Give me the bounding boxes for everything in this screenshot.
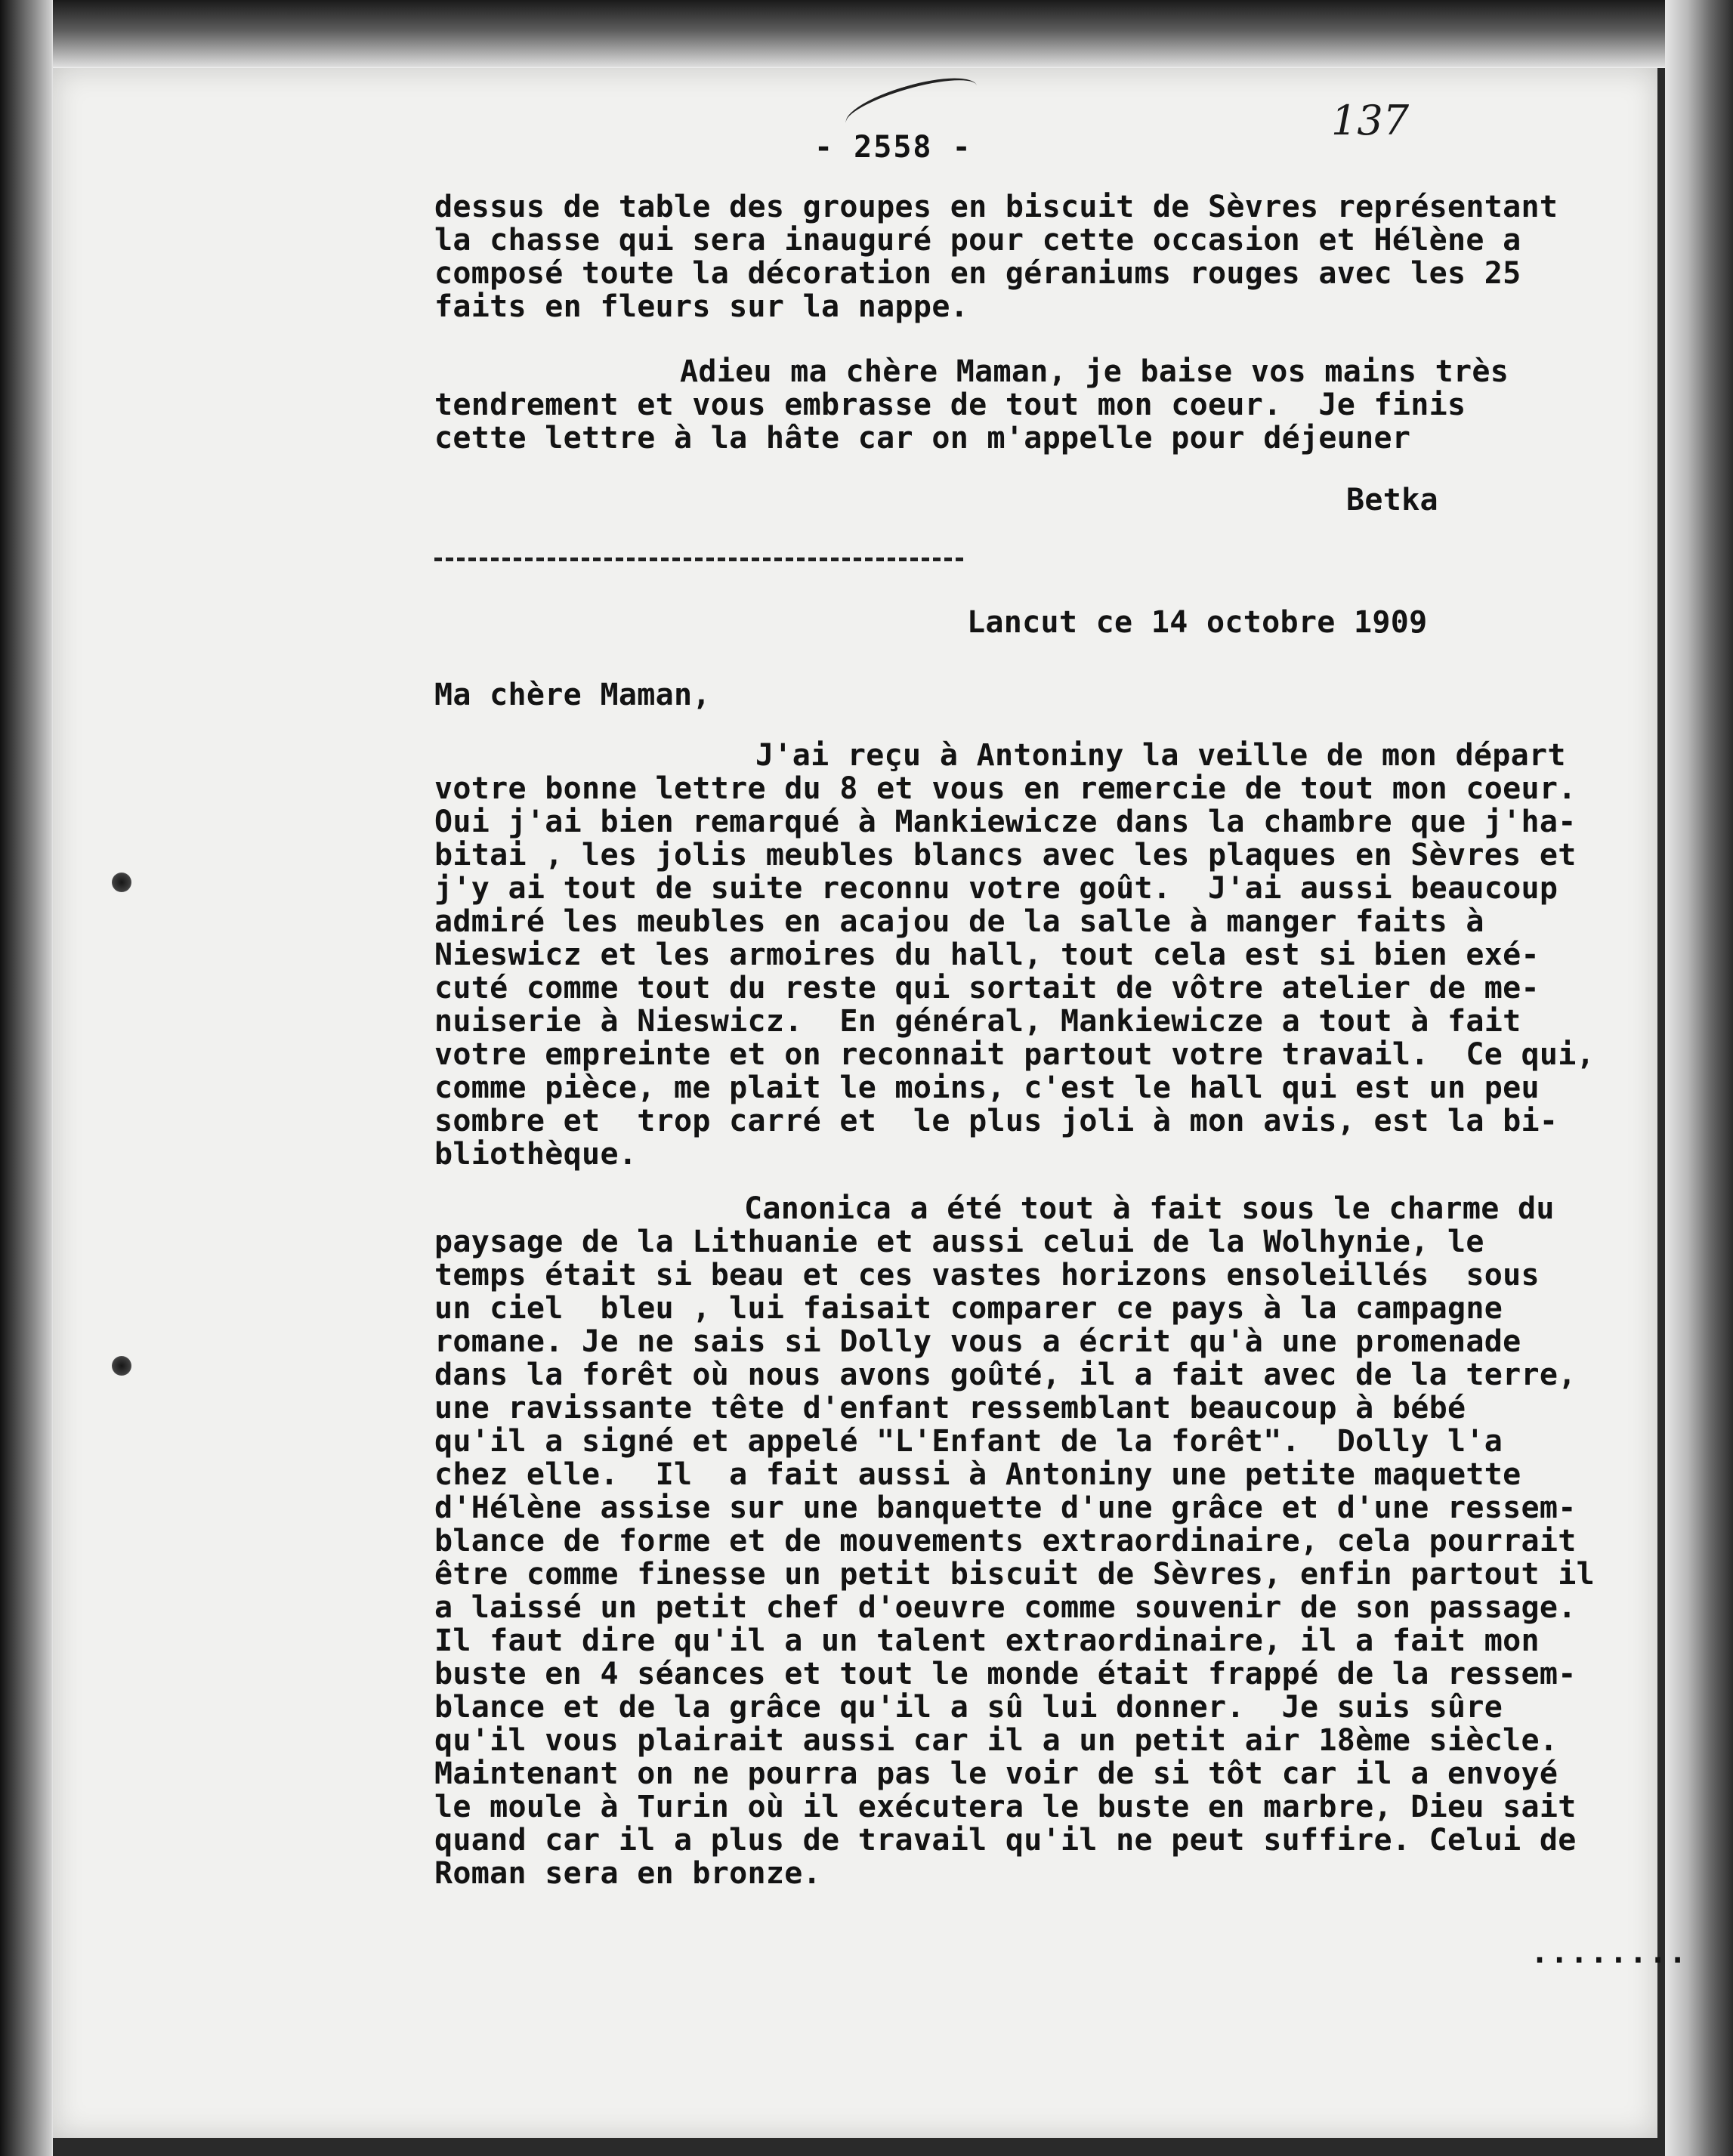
paragraph-4-line: Canonica a été tout à fait sous le charme du: [744, 1191, 1555, 1226]
signature: Betka: [1346, 483, 1438, 517]
folio-number: 137: [1331, 97, 1410, 144]
salutation: Ma chère Maman,: [434, 678, 711, 712]
page-number: - 2558 -: [814, 130, 972, 165]
paragraph-3-line: J'ai reçu à Antoniny la veille de mon départ: [755, 738, 1566, 773]
paragraph-2-line: Adieu ma chère Maman, je baise vos mains très: [680, 354, 1509, 389]
paragraph-3-line: j'y ai tout de suite reconnu votre goût. J'ai aussi beaucoup: [434, 871, 1558, 906]
paragraph-3-line: Nieswicz et les armoires du hall, tout cela est si bien exé-: [434, 937, 1540, 972]
scan-border-right: [1665, 0, 1733, 2156]
punch-hole-lower: [112, 1356, 131, 1376]
paragraph-3-line: admiré les meubles en acajou de la salle à manger faits à: [434, 904, 1484, 939]
scan-border-left: [0, 0, 53, 2156]
paragraph-3-line: bitai , les jolis meubles blancs avec les plaques en Sèvres et: [434, 838, 1577, 873]
paragraph-4-line: être comme finesse un petit biscuit de Sèvres, enfin partout il: [434, 1557, 1596, 1592]
paragraph-4-line: blance et de la grâce qu'il a sû lui donner. Je suis sûre: [434, 1690, 1503, 1725]
paragraph-4-line: le moule à Turin où il exécutera le buste en marbre, Dieu sait: [434, 1790, 1577, 1824]
paragraph-4-line: qu'il a signé et appelé "L'Enfant de la forêt". Dolly l'a: [434, 1424, 1503, 1459]
paragraph-4-line: a laissé un petit chef d'oeuvre comme souvenir de son passage.: [434, 1590, 1577, 1625]
paragraph-2-line: tendrement et vous embrasse de tout mon coeur. Je finis: [434, 388, 1466, 422]
paragraph-4-line: une ravissante tête d'enfant ressemblant beaucoup à bébé: [434, 1391, 1466, 1425]
paragraph-4-line: d'Hélène assise sur une banquette d'une grâce et d'une ressem-: [434, 1490, 1577, 1525]
paragraph-4-line: blance de forme et de mouvements extraordinaire, cela pourrait: [434, 1524, 1577, 1558]
paragraph-1-line: la chasse qui sera inauguré pour cette occasion et Hélène a: [434, 223, 1521, 258]
paragraph-1-line: dessus de table des groupes en biscuit de Sèvres représentant: [434, 190, 1558, 224]
paragraph-4-line: dans la forêt où nous avons goûté, il a fait avec de la terre,: [434, 1358, 1577, 1392]
paragraph-3-line: Oui j'ai bien remarqué à Mankiewicze dans la chambre que j'ha-: [434, 805, 1577, 839]
paragraph-4-line: chez elle. Il a fait aussi à Antoniny une petite maquette: [434, 1457, 1521, 1492]
scan-border-top: [0, 0, 1733, 68]
paragraph-1-line: faits en fleurs sur la nappe.: [434, 289, 969, 324]
paragraph-1-line: composé toute la décoration en géraniums rouges avec les 25: [434, 256, 1521, 291]
section-divider: [434, 558, 963, 561]
paragraph-3-line: votre bonne lettre du 8 et vous en remercie de tout mon coeur.: [434, 771, 1577, 806]
paragraph-3-line: cuté comme tout du reste qui sortait de vôtre atelier de me-: [434, 971, 1540, 1005]
paragraph-4-line: un ciel bleu , lui faisait comparer ce pays à la campagne: [434, 1291, 1503, 1326]
continuation-dots: ........: [1531, 1935, 1688, 1970]
paragraph-4-line: quand car il a plus de travail qu'il ne peut suffire. Celui de: [434, 1823, 1577, 1858]
paragraph-4-line: Il faut dire qu'il a un talent extraordinaire, il a fait mon: [434, 1623, 1540, 1658]
punch-hole-upper: [112, 873, 131, 892]
paragraph-3-line: bliothèque.: [434, 1137, 638, 1172]
paragraph-3-line: votre empreinte et on reconnait partout votre travail. Ce qui,: [434, 1037, 1596, 1072]
paragraph-4-line: romane. Je ne sais si Dolly vous a écrit qu'à une promenade: [434, 1324, 1521, 1359]
paragraph-4-line: qu'il vous plairait aussi car il a un petit air 18ème siècle.: [434, 1723, 1558, 1758]
paragraph-4-line: paysage de la Lithuanie et aussi celui de la Wolhynie, le: [434, 1225, 1484, 1259]
paragraph-4-line: Roman sera en bronze.: [434, 1856, 822, 1891]
paragraph-3-line: comme pièce, me plait le moins, c'est le hall qui est un peu: [434, 1070, 1540, 1105]
paragraph-2-line: cette lettre à la hâte car on m'appelle pour déjeuner: [434, 421, 1411, 456]
paragraph-3-line: sombre et trop carré et le plus joli à mon avis, est la bi-: [434, 1104, 1558, 1138]
paragraph-3-line: nuiserie à Nieswicz. En général, Mankiewicze a tout à fait: [434, 1004, 1521, 1039]
dateline: Lancut ce 14 octobre 1909: [967, 605, 1428, 640]
paragraph-4-line: Maintenant on ne pourra pas le voir de si tôt car il a envoyé: [434, 1756, 1558, 1791]
paragraph-4-line: temps était si beau et ces vastes horizons ensoleillés sous: [434, 1258, 1540, 1293]
paragraph-4-line: buste en 4 séances et tout le monde était frappé de la ressem-: [434, 1657, 1577, 1691]
